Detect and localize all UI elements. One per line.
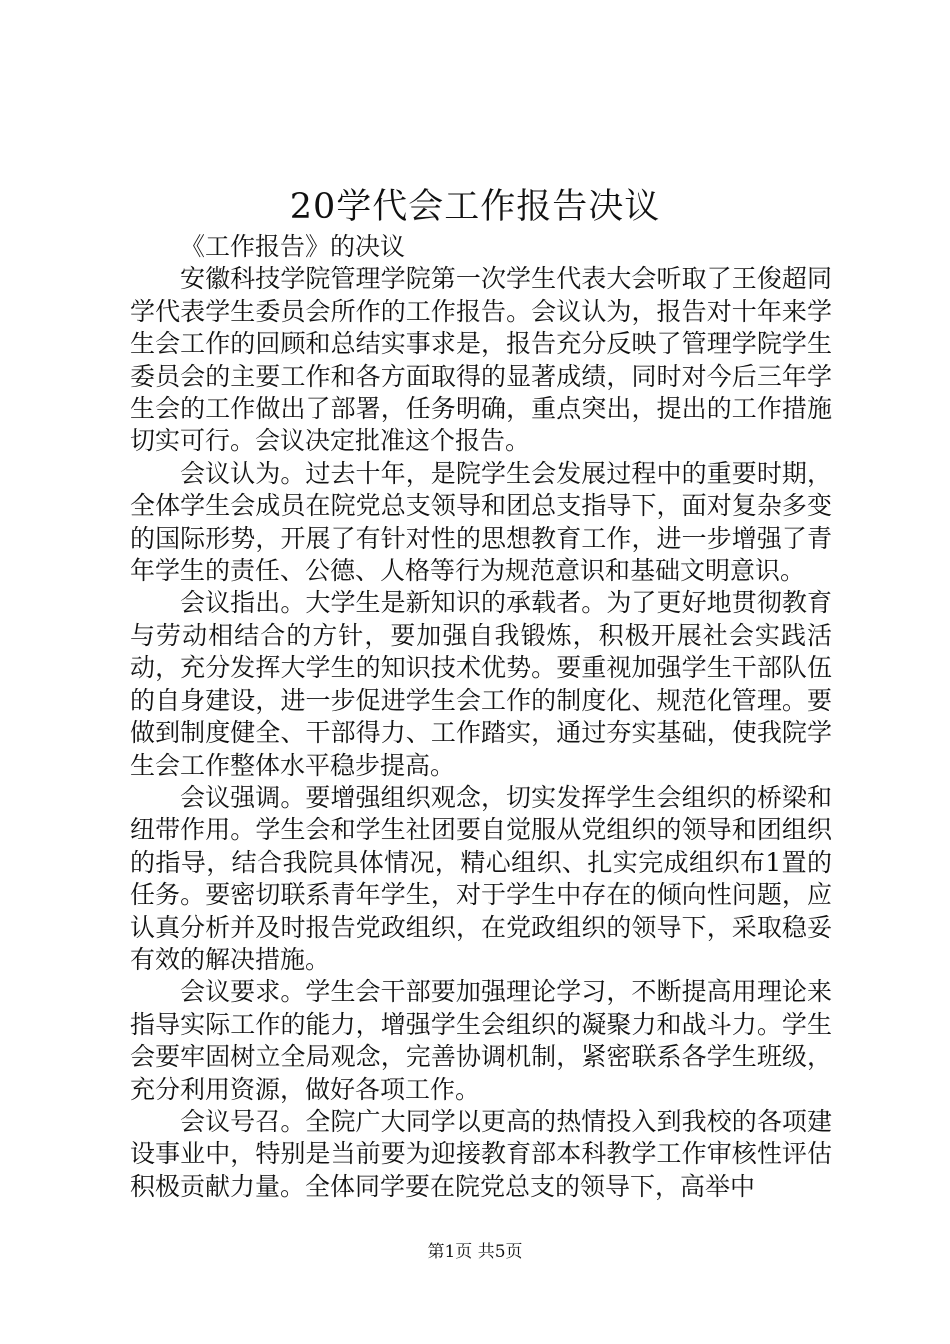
paragraph-meeting-requires: 会议要求。学生会干部要加强理论学习，不断提高用理论来指导实际工作的能力，增强学生会组织的凝聚力和战斗力。学生会要牢固树立全局观念，完善协调机制，紧密联系各学生班级，充分利用资源，做好各项工作。: [130, 977, 832, 1104]
paragraph-meeting-considers: 会议认为。过去十年，是院学生会发展过程中的重要时期，全体学生会成员在院党总支领导和团总支指导下，面对复杂多变的国际形势，开展了有针对性的思想教育工作，进一步增强了青年学生的责任、公德、人格等行为规范意识和基础文明意识。: [130, 458, 832, 586]
paragraph-report-approval: 安徽科技学院管理学院第一次学生代表大会听取了王俊超同学代表学生委员会所作的工作报告。会议认为，报告对十年来学生会工作的回顾和总结实事求是，报告充分反映了管理学院学生委员会的主要工作和各方面取得的显著成绩，同时对今后三年学生会的工作做出了部署，任务明确，重点突出，提出的工作措施切实可行。会议决定批准这个报告。: [130, 264, 832, 456]
page-number-footer: 第1页 共5页: [427, 1242, 523, 1262]
document-body: [130, 231, 832, 1203]
paragraph-meeting-points-out: 会议指出。大学生是新知识的承载者。为了更好地贯彻教育与劳动相结合的方针，要加强自我锻炼，积极开展社会实践活动，充分发挥大学生的知识技术优势。要重视加强学生干部队伍的自身建设，进一步促进学生会工作的制度化、规范化管理。要做到制度健全、干部得力、工作踏实，通过夯实基础，使我院学生会工作整体水平稳步提高。: [130, 588, 832, 780]
paragraph-heading: 《工作报告》的决议: [180, 232, 406, 261]
paragraph-meeting-emphasizes: 会议强调。要增强组织观念，切实发挥学生会组织的桥梁和纽带作用。学生会和学生社团要自觉服从党组织的领导和团组织的指导，结合我院具体情况，精心组织、扎实完成组织布1置的任务。要密切联系青年学生，对于学生中存在的倾向性问题，应认真分析并及时报告党政组织，在党政组织的领导下，采取稳妥有效的解决措施。: [130, 782, 832, 974]
paragraph-meeting-calls: 会议号召。全院广大同学以更高的热情投入到我校的各项建设事业中，特别是当前要为迎接教育部本科教学工作审核性评估积极贡献力量。全体同学要在院党总支的领导下，高举中: [130, 1106, 832, 1201]
document-title: 20学代会工作报告决议: [289, 187, 661, 227]
